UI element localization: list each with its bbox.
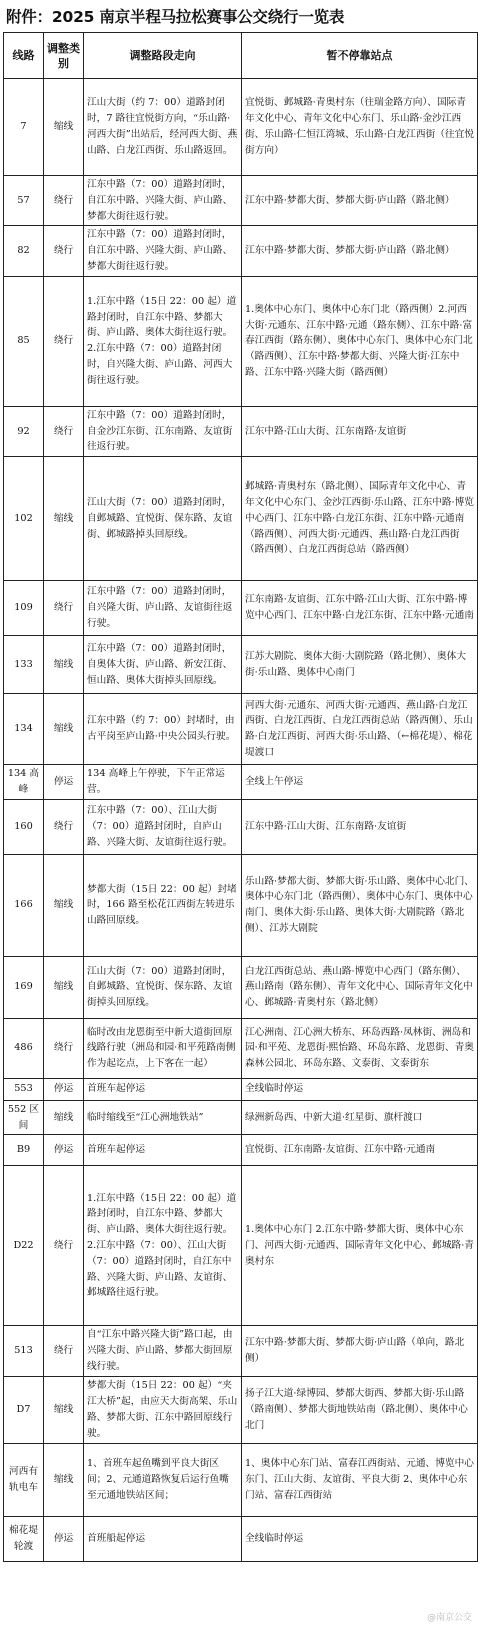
table-row — [4, 457, 478, 581]
cell-type: 绕行 — [44, 406, 84, 456]
cell-route: 梦都大街（15日 22：00 起）封堵时，166 路至松花江西街左转进乐山路回原线。 — [84, 854, 242, 956]
header-route: 调整路段走向 — [84, 33, 242, 79]
cell-line: 棉花堤轮渡 — [4, 1516, 44, 1561]
header-type: 调整类别 — [44, 33, 84, 79]
cell-route: 临时缩线至“江心洲地铁站” — [84, 1100, 242, 1135]
header-line: 线路 — [4, 33, 44, 79]
cell-line: 552 区间 — [4, 1100, 44, 1135]
table-row — [4, 1100, 478, 1135]
cell-route: 江东中路（7：00）道路封闭时，自奥体大街、庐山路、新安江街、恒山路、奥体大街掉头回原线。 — [84, 636, 242, 694]
cell-type: 停运 — [44, 1078, 84, 1100]
cell-type: 缩线 — [44, 956, 84, 1018]
table-row — [4, 799, 478, 854]
table-row — [4, 581, 478, 636]
cell-route: 江东中路（约 7：00）封堵时，由古平岗至庐山路·中央公园头行驶。 — [84, 694, 242, 765]
cell-stops: 江东中路·梦都大街、梦都大街·庐山路（路北侧） — [242, 226, 478, 276]
cell-route: 江山大街（7：00）道路封闭时，自邺城路、宜悦街、保东路、友谊街掉头回原线。 — [84, 956, 242, 1018]
cell-type: 缩线 — [44, 457, 84, 581]
cell-type: 缩线 — [44, 694, 84, 765]
cell-line: D7 — [4, 1376, 44, 1443]
page-title: 附件：2025 南京半程马拉松赛事公交绕行一览表 — [6, 8, 345, 26]
cell-route: 首班车起停运 — [84, 1078, 242, 1100]
cell-stops: 全线临时停运 — [242, 1516, 478, 1561]
cell-route: 江东中路（7：00）道路封闭时，自江东中路、兴隆大街、庐山路、梦都大街往返行驶。 — [84, 176, 242, 226]
cell-type: 缩线 — [44, 1376, 84, 1443]
cell-stops: 江东中路·梦都大街、梦都大街·庐山路（单向，路北侧） — [242, 1326, 478, 1376]
cell-route: 江东中路（7：00）道路封闭时，自金沙江东街、江东南路、友谊街往返行驶。 — [84, 406, 242, 456]
cell-line: 134 高峰 — [4, 765, 44, 800]
table-row — [4, 694, 478, 765]
cell-route: 1.江东中路（15日 22：00 起）道路封闭时，自江东中路、梦都大街、庐山路、奥体大街往返行驶。2.江东中路（7：00）道路封闭时，自兴隆大街、庐山路、河西大街往返行驶。 — [84, 276, 242, 406]
cell-type: 绕行 — [44, 581, 84, 636]
cell-line: 82 — [4, 226, 44, 276]
cell-route: 首班船起停运 — [84, 1516, 242, 1561]
table-row — [4, 79, 478, 176]
cell-type: 缩线 — [44, 636, 84, 694]
cell-stops: 江东南路·友谊街、江东中路·江山大街、江东中路·博览中心西门、江东中路·白龙江东街、江东中路·元通南 — [242, 581, 478, 636]
table-row — [4, 1326, 478, 1376]
table-row — [4, 956, 478, 1018]
cell-stops: 江东中路·江山大街、江东南路·友谊街 — [242, 406, 478, 456]
cell-type: 缩线 — [44, 1443, 84, 1516]
bus-detour-table — [3, 32, 478, 1562]
header-stops: 暂不停靠站点 — [242, 33, 478, 79]
cell-stops: 1.奥体中心东门 2.江东中路·梦都大街、奥体中心东门、河西大街·元通西、国际青年文化中心、邺城路·青奥村东 — [242, 1166, 478, 1326]
cell-line: 513 — [4, 1326, 44, 1376]
cell-line: D22 — [4, 1166, 44, 1326]
table-row — [4, 1135, 478, 1166]
table-row — [4, 1516, 478, 1561]
table-row — [4, 1443, 478, 1516]
cell-stops: 宜悦街、江东南路·友谊街、江东中路·元通南 — [242, 1135, 478, 1166]
cell-stops: 乐山路·梦都大街、梦都大街·乐山路、奥体中心北门、奥体中心东门北（路西侧）、奥体中心东门、奥体中心南门、奥体大街·乐山路、奥体大街·大剧院路（路北侧）、江苏大剧院 — [242, 854, 478, 956]
cell-line: 92 — [4, 406, 44, 456]
cell-route: 134 高峰上午停驶，下午正常运营。 — [84, 765, 242, 800]
cell-stops: 1、奥体中心东门站、富春江西街站、元通、博览中心东门、江山大街、友谊街、平良大街 2、奥体中心东门站、富春江西街站 — [242, 1443, 478, 1516]
cell-route: 江东中路（7：00）道路封闭时，自兴隆大街、庐山路、友谊街往返行驶。 — [84, 581, 242, 636]
table-row — [4, 406, 478, 456]
cell-type: 缩线 — [44, 854, 84, 956]
cell-type: 停运 — [44, 765, 84, 800]
cell-type: 绕行 — [44, 226, 84, 276]
cell-line: 109 — [4, 581, 44, 636]
cell-type: 停运 — [44, 1135, 84, 1166]
cell-line: 7 — [4, 79, 44, 176]
cell-line: 486 — [4, 1018, 44, 1078]
cell-route: 江东中路（7：00）、江山大街（7：00）道路封闭时，自庐山路、兴隆大街、友谊街往返行驶。 — [84, 799, 242, 854]
cell-type: 绕行 — [44, 1166, 84, 1326]
cell-line: 553 — [4, 1078, 44, 1100]
cell-route: 1、首班车起鱼嘴到平良大街区间；2、元通道路恢复后运行鱼嘴至元通地铁站区间； — [84, 1443, 242, 1516]
table-row — [4, 636, 478, 694]
cell-stops: 白龙江西街总站、燕山路·博览中心西门（路东侧）、燕山路南（路东侧）、青年文化中心、国际青年文化中心、邺城路·青奥村东（路北侧） — [242, 956, 478, 1018]
cell-route: 自“江东中路兴隆大街”路口起，由兴隆大街、庐山路、梦都大街回原线行驶。 — [84, 1326, 242, 1376]
watermark: @南京公交 — [426, 1613, 472, 1623]
cell-line: 85 — [4, 276, 44, 406]
cell-stops: 江东中路·梦都大街、梦都大街·庐山路（路北侧） — [242, 176, 478, 226]
cell-stops: 全线上午停运 — [242, 765, 478, 800]
cell-stops: 绿洲新岛西、中新大道·红星街、旗杆渡口 — [242, 1100, 478, 1135]
cell-line: 169 — [4, 956, 44, 1018]
cell-type: 缩线 — [44, 79, 84, 176]
cell-line: 57 — [4, 176, 44, 226]
table-row — [4, 1376, 478, 1443]
cell-line: 102 — [4, 457, 44, 581]
table-row — [4, 1166, 478, 1326]
table-row — [4, 226, 478, 276]
cell-line: 134 — [4, 694, 44, 765]
cell-route: 江东中路（7：00）道路封闭时，自江东中路、兴隆大街、庐山路、梦都大街往返行驶。 — [84, 226, 242, 276]
cell-stops: 1.奥体中心东门、奥体中心东门北（路西侧）2.河西大街·元通东、江东中路·元通（路东侧）、江东中路·富春江西街（路东侧）、奥体中心东门、奥体中心东门北（路西侧）、江东中路·梦都大街、兴隆大街·江东中路、江东中路·兴隆大街（路西侧） — [242, 276, 478, 406]
cell-route: 临时改由龙恩街至中新大道街回原线路行驶（洲岛和园·和平苑路南侧作为起讫点，上下客在一起） — [84, 1018, 242, 1078]
cell-line: B9 — [4, 1135, 44, 1166]
cell-stops: 宜悦街、邺城路·青奥村东（往瑞金路方向）、国际青年文化中心、青年文化中心东门、乐山路·金沙江西街、乐山路·仁恒江湾城、乐山路·白龙江西街（往宜悦街方向） — [242, 79, 478, 176]
cell-stops: 全线临时停运 — [242, 1078, 478, 1100]
table-row — [4, 276, 478, 406]
cell-stops: 江心洲南、江心洲大桥东、环岛西路·凤林街、洲岛和园·和平苑、龙恩街·熙怡路、环岛东路、龙恩街、青奥森林公园北、环岛东路、文泰街、文泰街东 — [242, 1018, 478, 1078]
cell-stops: 江苏大剧院、奥体大街·大剧院路（路北侧）、奥体大街·乐山路、奥体中心南门 — [242, 636, 478, 694]
cell-line: 河西有轨电车 — [4, 1443, 44, 1516]
table-row — [4, 854, 478, 956]
cell-line: 160 — [4, 799, 44, 854]
cell-type: 停运 — [44, 1516, 84, 1561]
cell-stops: 河西大街·元通东、河西大街·元通西、燕山路·白龙江西街、白龙江西街、白龙江西街总站（路西侧）、乐山路·白龙江西街、河西大街·乐山路、（←棉花堤）、棉花堤渡口 — [242, 694, 478, 765]
cell-route: 首班车起停运 — [84, 1135, 242, 1166]
cell-stops: 江东中路·江山大街、江东南路·友谊街 — [242, 799, 478, 854]
cell-route: 梦都大街（15日 22：00 起）“夹江大桥”起，由应天大街高架、乐山路、梦都大街、江东中路回原线行驶。 — [84, 1376, 242, 1443]
cell-type: 绕行 — [44, 176, 84, 226]
cell-line: 133 — [4, 636, 44, 694]
cell-line: 166 — [4, 854, 44, 956]
cell-stops: 邺城路·青奥村东（路北侧）、国际青年文化中心、青年文化中心东门、金沙江西街·乐山路、江东中路·博览中心西门、江东中路·白龙江东街、江东中路·元通南（路西侧）、河西大街·元通西、燕山路·白龙江西街（路西侧）、白龙江西街总站（路西侧） — [242, 457, 478, 581]
cell-type: 绕行 — [44, 276, 84, 406]
cell-type: 绕行 — [44, 1018, 84, 1078]
cell-stops: 扬子江大道·绿博园、梦都大街西、梦都大街·乐山路（路南侧）、梦都大街地铁站南（路北侧）、奥体中心北门 — [242, 1376, 478, 1443]
table-row — [4, 1078, 478, 1100]
cell-type: 绕行 — [44, 799, 84, 854]
cell-route: 江山大街（约 7：00）道路封闭时，7 路往宜悦街方向，“乐山路·河西大街”出站后，经河西大街、燕山路、白龙江西街、乐山路返回。 — [84, 79, 242, 176]
table-header-row — [4, 33, 478, 79]
cell-type: 绕行 — [44, 1326, 84, 1376]
table-row — [4, 765, 478, 800]
cell-type: 缩线 — [44, 1100, 84, 1135]
cell-route: 江山大街（7：00）道路封闭时，自邺城路、宜悦街、保东路、友谊街、邺城路掉头回原线。 — [84, 457, 242, 581]
table-row — [4, 176, 478, 226]
table-row — [4, 1018, 478, 1078]
cell-route: 1.江东中路（15日 22：00 起）道路封闭时，自江东中路、梦都大街、庐山路、奥体大街往返行驶。2.江东中路（7：00）、江山大街（7：00）道路封闭时，自江东中路、兴隆大街、庐山路、友谊街、邺城路往返行驶。 — [84, 1166, 242, 1326]
